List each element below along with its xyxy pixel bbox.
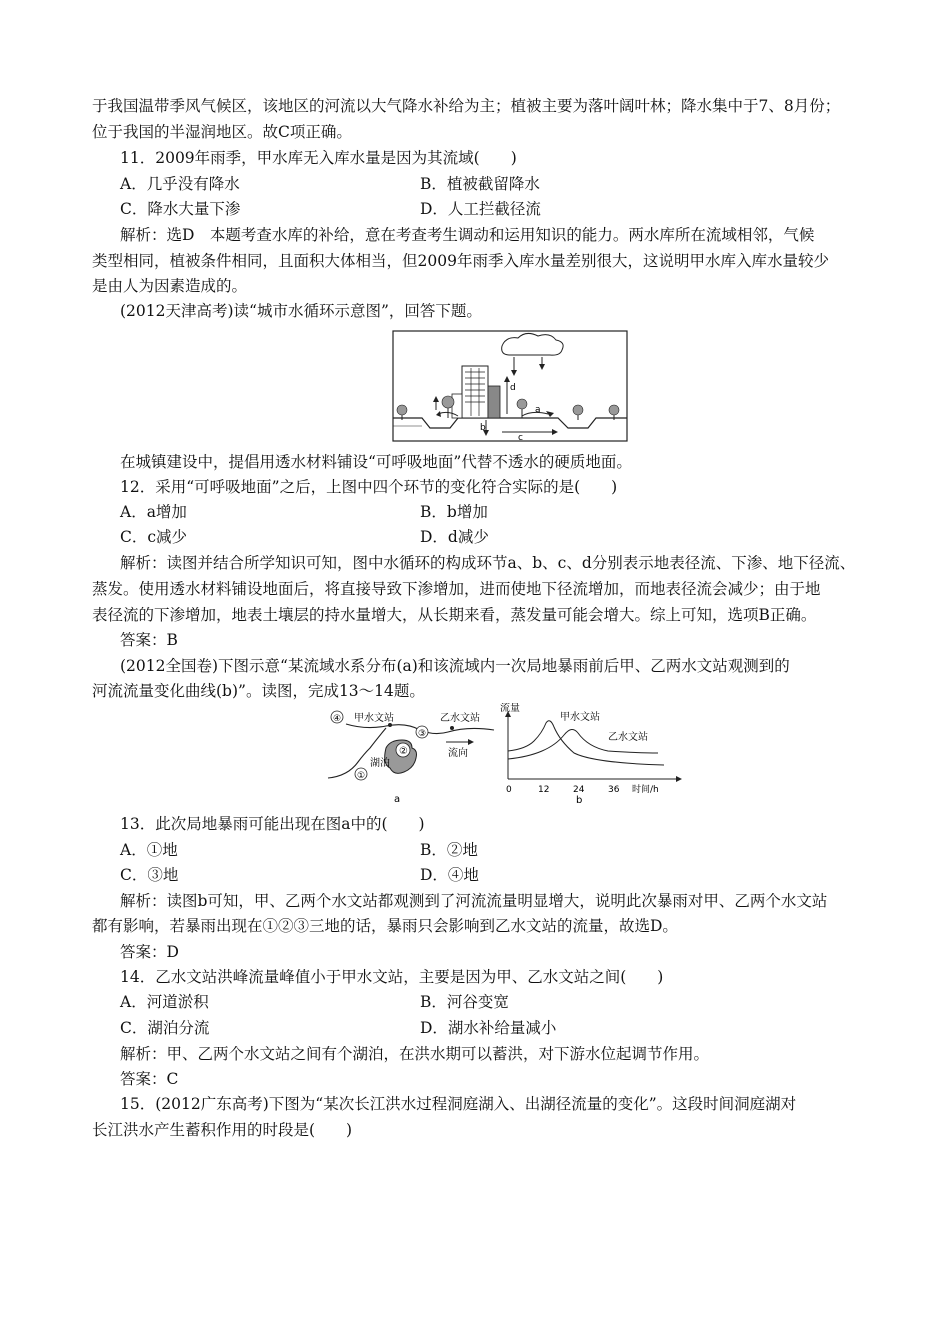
option-d: D．④地 xyxy=(420,866,479,884)
option-a: A．几乎没有降水 xyxy=(120,175,240,193)
tick-label: 24 xyxy=(573,785,585,795)
question-15: 15．(2012广东高考)下图为“某次长江洪水过程洞庭湖入、出湖径流量的变化”。这段时间洞庭湖对 xyxy=(120,1095,797,1113)
option-a: A．a增加 xyxy=(120,503,187,521)
explanation-line: 都有影响，若暴雨出现在①②③三地的话，暴雨只会影响到乙水文站的流量，故选D。 xyxy=(92,917,678,935)
question-12: 12．采用“可呼吸地面”之后，上图中四个环节的变化符合实际的是( ) xyxy=(120,478,618,496)
question-group-intro: 河流流量变化曲线(b)”。读图，完成13～14题。 xyxy=(92,682,425,700)
question-14: 14．乙水文站洪峰流量峰值小于甲水文站，主要是因为甲、乙水文站之间( ) xyxy=(120,968,664,986)
label-c: c xyxy=(518,433,523,442)
point-2: ② xyxy=(399,746,408,757)
series-label-yi: 乙水文站 xyxy=(608,732,648,743)
label-b: b xyxy=(480,423,486,433)
tree-icon xyxy=(609,405,619,415)
label-d: d xyxy=(510,383,516,393)
discharge-curve-chart xyxy=(498,703,694,807)
explanation-line: 类型相同，植被条件相同，且面积大体相当，但2009年雨季入库水量差别很大，这说明甲水库入库水量较少 xyxy=(92,252,829,270)
x-axis-label: 时间/h xyxy=(632,785,659,795)
tick-label: 0 xyxy=(506,785,512,795)
explanation-line: 解析：读图并结合所学知识可知，图中水循环的构成环节a、b、c、d分别表示地表径流、下渗、地下径流、 xyxy=(120,554,856,572)
option-b: B．b增加 xyxy=(420,503,488,521)
tree-icon xyxy=(397,405,407,415)
question-11: 11．2009年雨季，甲水库无入库水量是因为其流域( ) xyxy=(120,149,517,167)
tick-label: 12 xyxy=(538,785,550,795)
question-13: 13．此次局地暴雨可能出现在图a中的( ) xyxy=(120,815,425,833)
option-d: D．湖水补给量减小 xyxy=(420,1019,557,1037)
station-yi-label: 乙水文站 xyxy=(440,713,480,724)
figure-b-caption: b xyxy=(576,795,583,806)
answer-line: 答案：C xyxy=(120,1070,179,1088)
lake-label: 湖泊 xyxy=(370,758,390,769)
tick-label: 36 xyxy=(608,785,620,795)
text-line: 在城镇建设中，提倡用透水材料铺设“可呼吸地面”代替不透水的硬质地面。 xyxy=(120,453,632,471)
y-axis-label: 流量 xyxy=(500,703,520,714)
option-c: C．湖泊分流 xyxy=(120,1019,210,1037)
tree-icon xyxy=(442,396,454,408)
explanation-line: 解析：读图b可知，甲、乙两个水文站都观测到了河流流量明显增大，说明此次暴雨对甲、乙两个水文站 xyxy=(120,892,828,910)
explanation-line: 是由人为因素造成的。 xyxy=(92,277,248,295)
urban-water-cycle-figure xyxy=(392,330,628,442)
option-b: B．河谷变宽 xyxy=(420,993,509,1011)
option-d: D．d减少 xyxy=(420,528,489,546)
option-d: D．人工拦截径流 xyxy=(420,200,541,218)
explanation-line: 解析：选D 本题考查水库的补给，意在考查考生调动和运用知识的能力。两水库所在流域相邻，气候 xyxy=(120,226,815,244)
answer-line: 答案：D xyxy=(120,943,179,961)
label-a: a xyxy=(535,405,541,415)
tree-icon xyxy=(573,405,583,415)
explanation-line: 蒸发。使用透水材料铺设地面后，将直接导致下渗增加，进而使地下径流增加，而地表径流会减少；由于地 xyxy=(92,580,821,598)
question-15: 长江洪水产生蓄积作用的时段是( ) xyxy=(92,1121,353,1139)
tree-icon xyxy=(517,399,527,409)
text-line: 于我国温带季风气候区，该地区的河流以大气降水补给为主；植被主要为落叶阔叶林；降水集中于7、8月份； xyxy=(92,97,841,115)
point-4: ④ xyxy=(333,714,342,724)
option-c: C．降水大量下渗 xyxy=(120,200,241,218)
point-1: ① xyxy=(357,771,366,781)
river-system-figure xyxy=(318,708,500,806)
explanation-line: 表径流的下渗增加，地表土壤层的持水量增大，从长期来看，蒸发量可能会增大。综上可知，选项B正确。 xyxy=(92,606,817,624)
figure-a-caption: a xyxy=(394,794,401,805)
question-group-intro: (2012天津高考)读“城市水循环示意图”，回答下题。 xyxy=(120,302,482,320)
explanation-line: 解析：甲、乙两个水文站之间有个湖泊，在洪水期可以蓄洪，对下游水位起调节作用。 xyxy=(120,1045,710,1063)
text-line: 位于我国的半湿润地区。故C项正确。 xyxy=(92,123,352,141)
question-group-intro: (2012全国卷)下图示意“某流域水系分布(a)和该流域内一次局地暴雨前后甲、乙两水文站观测到的 xyxy=(120,657,790,675)
option-c: C．③地 xyxy=(120,866,179,884)
option-b: B．植被截留降水 xyxy=(420,175,540,193)
answer-line: 答案：B xyxy=(120,631,178,649)
station-jia-label: 甲水文站 xyxy=(354,713,394,724)
option-a: A．河道淤积 xyxy=(120,993,209,1011)
option-a: A．①地 xyxy=(120,841,178,859)
point-3: ③ xyxy=(418,729,427,739)
option-b: B．②地 xyxy=(420,841,478,859)
flow-direction-label: 流向 xyxy=(448,748,468,759)
option-c: C．c减少 xyxy=(120,528,188,546)
series-label-jia: 甲水文站 xyxy=(560,712,600,723)
